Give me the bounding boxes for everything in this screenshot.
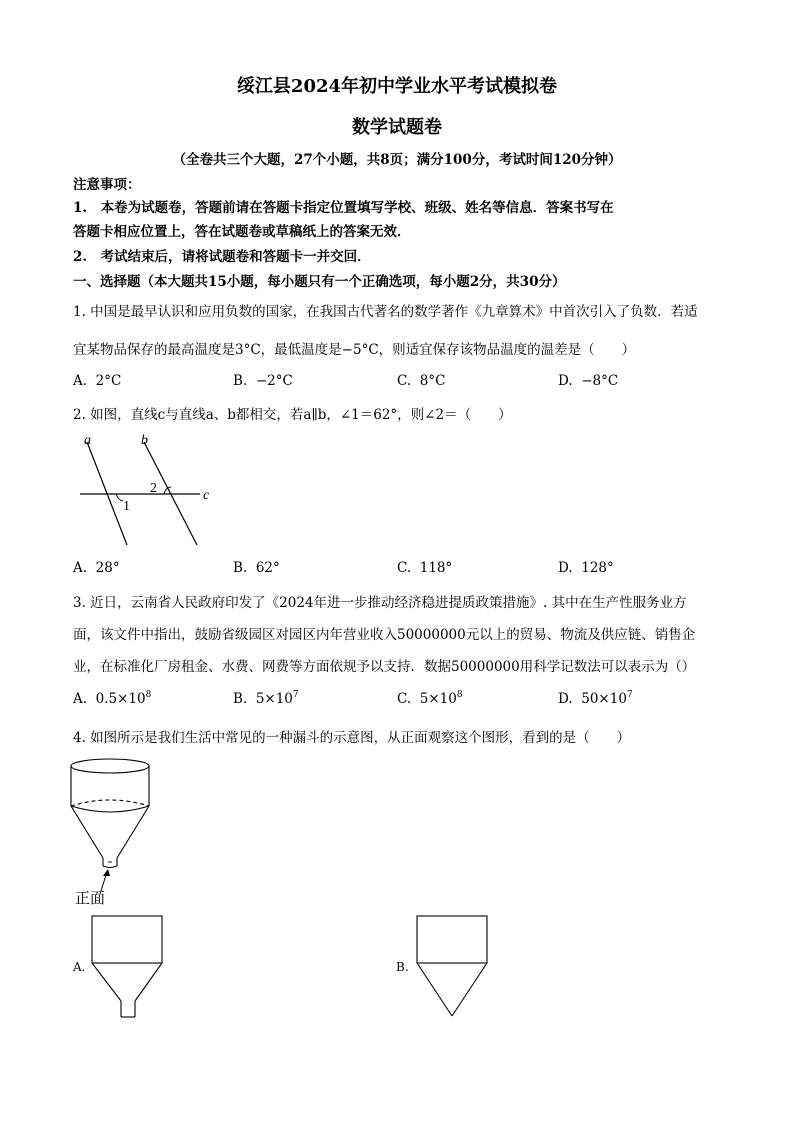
- q4-option-a-figure: [88, 913, 168, 1023]
- front-view-label: 正面: [75, 889, 106, 907]
- q3-option-b: B. $5\times 10^7$: [233, 690, 299, 707]
- q3-stem-line-1: 3. 近日，云南省人民政府印发了《2024年进一步推动经济稳进提质政策措施》. 其中在生产性服务业方: [73, 595, 687, 611]
- q2-option-c: C. 118°: [397, 560, 453, 576]
- q2-option-a: A. 28°: [73, 560, 120, 576]
- q2-parallel-lines-figure: [72, 430, 222, 550]
- q1-option-d: D. −8°C: [558, 373, 619, 389]
- q4-option-b-label: B.: [396, 960, 409, 974]
- label-angle-1: 1: [123, 499, 130, 514]
- q1-option-a: A. 2°C: [73, 373, 122, 389]
- q1-stem-line-1: 1. 中国是最早认识和应用负数的国家，在我国古代著名的数学著作《九章算术》中首次引入了负数．若适: [73, 304, 698, 320]
- q4-option-b-figure: [413, 913, 493, 1023]
- q1-option-b: B. −2°C: [233, 373, 293, 389]
- exam-info: （全卷共三个大题，27个小题，共8页；满分100分，考试时间120分钟）: [172, 152, 622, 168]
- label-b: b: [141, 433, 148, 448]
- q3-option-c: C. $5\times 10^8$: [397, 690, 463, 707]
- q1-option-c: C. 8°C: [397, 373, 446, 389]
- exam-title: 绥江县2024年初中学业水平考试模拟卷: [236, 76, 558, 97]
- notice-item-1-line-1: 1. 本卷为试题卷，答题前请在答题卡指定位置填写学校、班级、姓名等信息．答案书写在: [73, 200, 614, 216]
- q2-option-d: D. 128°: [558, 560, 614, 576]
- label-angle-2: 2: [150, 481, 157, 496]
- q4-funnel-figure: [68, 756, 158, 906]
- label-c: c: [203, 488, 210, 503]
- q3-stem-line-3: 业，在标准化厂房租金、水费、网费等方面依规予以支持．数据50000000用科学记数法可以表示为（）: [73, 659, 696, 675]
- q3-option-a: A. $0.5\times 10^8$: [73, 690, 152, 707]
- q3-stem-line-2: 面，该文件中指出，鼓励省级园区对园区内年营业收入50000000元以上的贸易、物流及供应链、销售企: [73, 627, 696, 643]
- notice-item-2: 2. 考试结束后，请将试题卷和答题卡一并交回．: [73, 249, 371, 265]
- section-1-heading: 一、选择题（本大题共15小题，每小题只有一个正确选项，每小题2分，共30分）: [73, 274, 566, 290]
- q4-option-a-label: A.: [73, 960, 86, 974]
- notice-heading: 注意事项：: [73, 177, 141, 193]
- label-a: a: [84, 433, 91, 448]
- q2-stem: 2. 如图，直线c与直线a、b都相交，若a∥b，∠1＝62°，则∠2＝（ ）: [73, 407, 512, 423]
- q3-option-d: D. $50\times 10^7$: [558, 690, 633, 707]
- notice-item-1-line-2: 答题卡相应位置上，答在试题卷或草稿纸上的答案无效．: [73, 224, 411, 240]
- q1-stem-line-2: 宜某物品保存的最高温度是3°C，最低温度是−5°C，则适宜保存该物品温度的温差是（ ）: [73, 342, 636, 358]
- exam-subtitle: 数学试题卷: [352, 117, 442, 138]
- q4-stem: 4. 如图所示是我们生活中常见的一种漏斗的示意图，从正面观察这个图形，看到的是（ ）: [73, 730, 631, 746]
- q2-option-b: B. 62°: [233, 560, 280, 576]
